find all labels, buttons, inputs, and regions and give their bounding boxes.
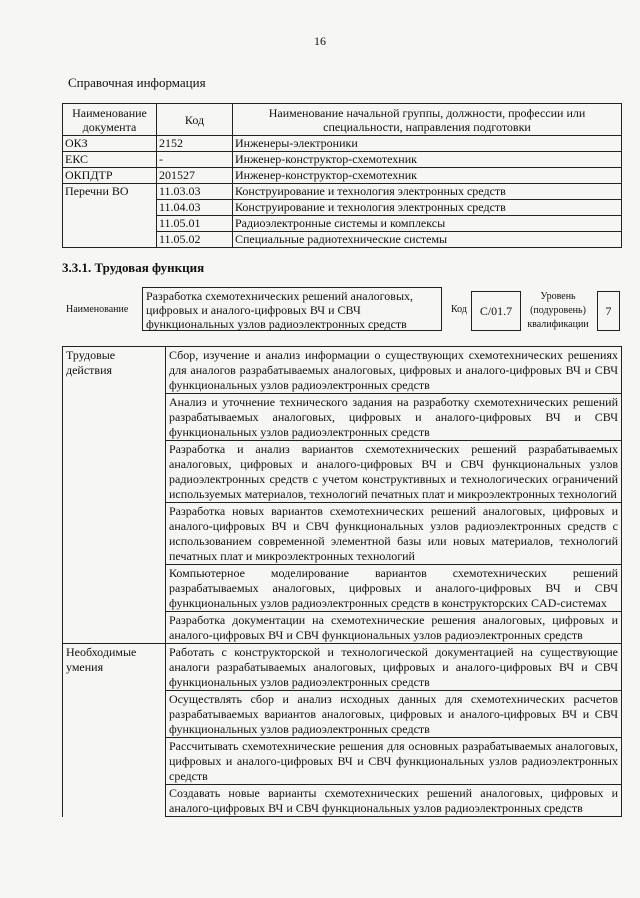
table-row [63, 644, 622, 691]
list-item: Анализ и уточнение технического задания на разработку схемотехнических решений разрабатываемых аналоговых, цифровых и аналого-цифровых ВЧ и СВЧ функциональных узлов радиоэлектронных средств [166, 394, 622, 441]
list-item: Сбор, изучение и анализ информации о существующих схемотехнических решениях для аналогов разрабатываемых аналоговых, цифровых и аналого-цифровых ВЧ и СВЧ функциональных узлов радиоэлектронных средств [166, 347, 622, 394]
list-item: Компьютерное моделирование вариантов схемотехнических решений разрабатываемых аналоговых, цифровых и аналого-цифровых ВЧ и СВЧ функциональных узлов радиоэлектронных средств в конструкторских CAD-системах [166, 565, 622, 612]
row-document: ОКЗ [63, 136, 157, 152]
level-label: Уровень (подуровень) квалификации [527, 291, 589, 330]
table-row [63, 347, 622, 394]
list-item: Рассчитывать схемотехнические решения для основных разрабатываемых аналоговых, цифровых и аналого-цифровых ВЧ и СВЧ функциональных узлов радиоэлектронных средств [166, 738, 622, 785]
row-document: Перечни ВО [63, 184, 157, 248]
function-title: 3.3.1. Трудовая функция [62, 260, 205, 275]
header-code: Код [157, 104, 233, 136]
list-item: Создавать новые варианты схемотехнических решений аналоговых, цифровых и аналого-цифровых ВЧ и СВЧ функциональных узлов радиоэлектронных средств [166, 785, 622, 817]
row-name: Инженеры-электроники [233, 136, 622, 152]
row-code: 201527 [157, 168, 233, 184]
row-code: 11.03.03 [157, 184, 233, 200]
table-row [63, 152, 622, 168]
table-row [63, 136, 622, 152]
function-details-table [62, 346, 622, 817]
list-item: Осуществлять сбор и анализ исходных данных для схемотехнических расчетов разрабатываемых вариантов аналоговых, цифровых и аналого-цифровых ВЧ и СВЧ функциональных узлов радиоэлектронных средств [166, 691, 622, 738]
table-row [63, 184, 622, 200]
page-number: 16 [314, 34, 326, 48]
row-code: 11.05.01 [157, 216, 233, 232]
row-name: Инженер-конструктор-схемотехник [233, 152, 622, 168]
code-label: Код [451, 304, 467, 315]
row-name: Радиоэлектронные системы и комплексы [233, 216, 622, 232]
section-title: Справочная информация [68, 75, 206, 90]
row-code: - [157, 152, 233, 168]
row-code: 11.04.03 [157, 200, 233, 216]
header-document: Наименование документа [63, 104, 157, 136]
row-name: Специальные радиотехнические системы [233, 232, 622, 248]
row-name: Конструирование и технология электронных средств [233, 200, 622, 216]
qualification-level: 7 [597, 291, 620, 331]
function-header [62, 287, 622, 335]
header-name: Наименование начальной группы, должности, профессии или специальности, направления подготовки [233, 104, 622, 136]
name-label: Наименование [66, 304, 129, 315]
row-code: 2152 [157, 136, 233, 152]
row-document: ЕКС [63, 152, 157, 168]
table-row [63, 168, 622, 184]
list-item: Работать с конструкторской и технологической документацией на существующие аналоги разрабатываемых аналоговых, цифровых и аналого-цифровых ВЧ и СВЧ функциональных узлов радиоэлектронных средств [166, 644, 622, 691]
list-item: Разработка и анализ вариантов схемотехнических решений разрабатываемых аналоговых, цифровых и аналого-цифровых ВЧ и СВЧ функциональных узлов радиоэлектронных средств с учетом конструктивных и технологических ограничений используемых материалов, технологий печатных плат и микроэлектронных технологий [166, 441, 622, 503]
actions-label: Трудовые действия [63, 347, 166, 644]
row-name: Инженер-конструктор-схемотехник [233, 168, 622, 184]
reference-table-header [63, 104, 622, 136]
row-code: 11.05.02 [157, 232, 233, 248]
reference-table [62, 103, 622, 248]
skills-label: Необходимые умения [63, 644, 166, 817]
list-item: Разработка документации на схемотехнические решения аналоговых, цифровых и аналого-цифровых ВЧ и СВЧ функциональных узлов радиоэлектронных средств [166, 612, 622, 644]
row-document: ОКПДТР [63, 168, 157, 184]
list-item: Разработка новых вариантов схемотехнических решений аналоговых, цифровых и аналого-цифровых ВЧ и СВЧ функциональных узлов радиоэлектронных средств с использованием современной элементной базы или новых материалов, технологий печатных плат и микроэлектронных технологий [166, 503, 622, 565]
row-name: Конструирование и технология электронных средств [233, 184, 622, 200]
function-code: C/01.7 [471, 291, 521, 331]
function-name: Разработка схемотехнических решений аналоговых, цифровых и аналого-цифровых ВЧ и СВЧ функциональных узлов радиоэлектронных средств [142, 287, 442, 331]
